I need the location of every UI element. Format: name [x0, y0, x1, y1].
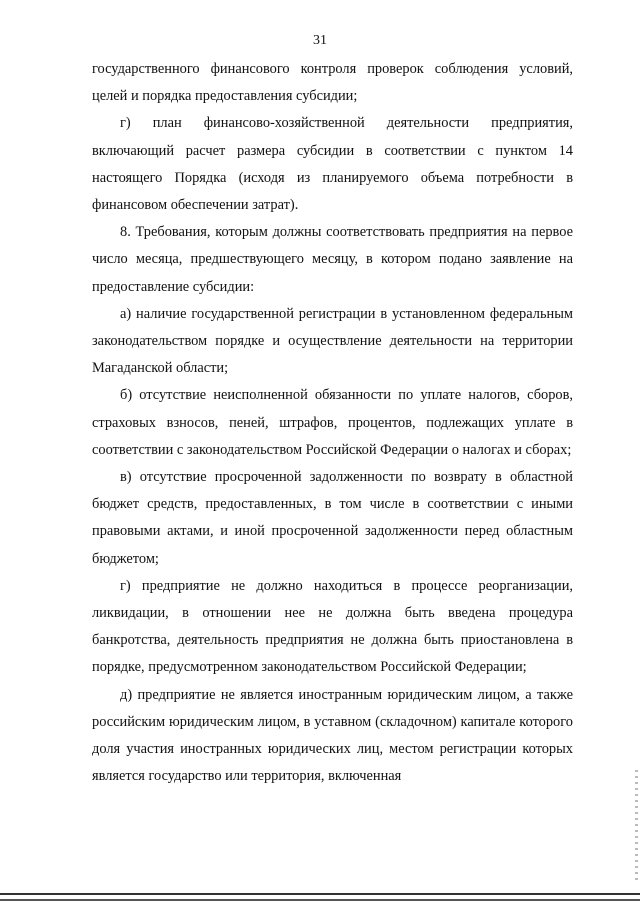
- scan-edge-mark: [635, 770, 638, 880]
- paragraph-item-g: г) предприятие не должно находиться в процессе реорганизации, ликвидации, в отношении нее не должна быть введена процедура банкротства, деятельность предприятия не должна быть приостановлена в порядке, предусмотренном законодательством Российской Федерации;: [92, 577, 573, 676]
- paragraph-continuation: государственного финансового контроля проверок соблюдения условий, целей и порядка предоставления субсидии;: [92, 61, 573, 105]
- paragraph-item-b: б) отсутствие неисполненной обязанности по уплате налогов, сборов, страховых взносов, пеней, штрафов, процентов, подлежащих уплате в соответствии с законодательством Российской Федерации о налогах и сборах;: [92, 387, 573, 458]
- scan-bottom-edge-secondary: [0, 899, 640, 901]
- paragraph-item-d: д) предприятие не является иностранным юридическим лицом, а также российским юридическим лицом, в уставном (складочном) капитале которого доля участия иностранных юридических лиц, местом регистрации которых является государство или территория, включенная: [92, 686, 573, 785]
- scan-bottom-edge: [0, 893, 640, 895]
- paragraph-item-a: а) наличие государственной регистрации в установленном федеральным законодательством порядке и осуществление деятельности на территории Магаданской области;: [92, 305, 573, 377]
- paragraph-item-g-plan: г) план финансово-хозяйственной деятельности предприятия, включающий расчет размера субсидии в соответствии с пунктом 14 настоящего Порядка (исходя из планируемого объема потребности в финансовом обеспечении затрат).: [92, 115, 573, 214]
- paragraph-clause-8: 8. Требования, которым должны соответствовать предприятия на первое число месяца, предшествующего месяцу, в котором подано заявление на предоставление субсидии:: [92, 224, 573, 295]
- paragraph-item-v: в) отсутствие просроченной задолженности по возврату в областной бюджет средств, предоставленных, в том числе в соответствии с иными правовыми актами, и иной просроченной задолженности перед областным бюджетом;: [92, 469, 573, 567]
- document-body: [92, 56, 573, 790]
- page-number: 31: [313, 33, 327, 48]
